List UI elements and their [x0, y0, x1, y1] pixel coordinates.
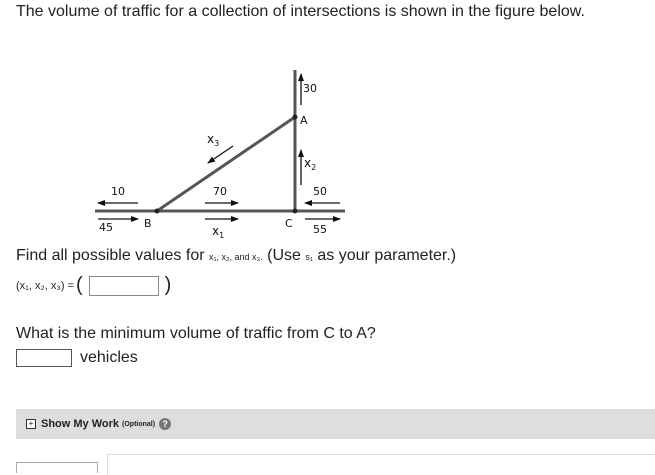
- label-10: 10: [111, 185, 125, 198]
- question-prompt: The volume of traffic for a collection of intersections is shown in the figure below.: [16, 3, 585, 20]
- expand-plus-icon[interactable]: +: [26, 419, 36, 429]
- node-c-label: C: [285, 217, 293, 230]
- close-paren: ): [164, 274, 172, 296]
- open-paren: (: [76, 274, 83, 296]
- find-lead: Find all possible values for: [16, 247, 205, 264]
- show-my-work-label[interactable]: Show My Work: [41, 418, 120, 430]
- node-a-dot: [293, 115, 298, 120]
- label-x2: $x_2$: [304, 156, 317, 172]
- tuple-label: (x₁, x₂, x₃) =: [16, 279, 74, 292]
- vehicles-unit: vehicles: [80, 349, 138, 366]
- find-vars: x₁, x₂, and x₃.: [209, 252, 263, 262]
- label-x3: $x_3$: [207, 132, 220, 148]
- node-c-dot: [293, 209, 298, 214]
- find-use-open: (Use: [267, 247, 301, 264]
- label-45: 45: [99, 221, 113, 234]
- label-70: 70: [213, 185, 227, 198]
- tuple-answer-input[interactable]: [89, 276, 159, 296]
- vehicles-row: [16, 349, 138, 367]
- node-b-label: B: [144, 217, 152, 230]
- min-volume-input[interactable]: [16, 349, 72, 367]
- help-icon[interactable]: ?: [159, 418, 171, 430]
- find-use-close: as your parameter.): [317, 247, 457, 264]
- show-my-work-bar[interactable]: [16, 409, 655, 439]
- find-instruction: [16, 247, 456, 265]
- optional-label: (Optional): [122, 420, 156, 428]
- question-2-text: What is the minimum volume of traffic from C to A?: [16, 325, 376, 342]
- label-50: 50: [313, 185, 327, 198]
- partial-panel: [107, 454, 655, 475]
- answer-row: [16, 274, 173, 297]
- node-a-label: A: [300, 114, 308, 127]
- label-x1: $x_1$: [212, 224, 225, 240]
- partial-button[interactable]: [16, 462, 98, 473]
- node-b-dot: [155, 209, 160, 214]
- find-param: s₁: [305, 252, 313, 262]
- label-55: 55: [313, 223, 327, 236]
- label-30: 30: [303, 82, 317, 95]
